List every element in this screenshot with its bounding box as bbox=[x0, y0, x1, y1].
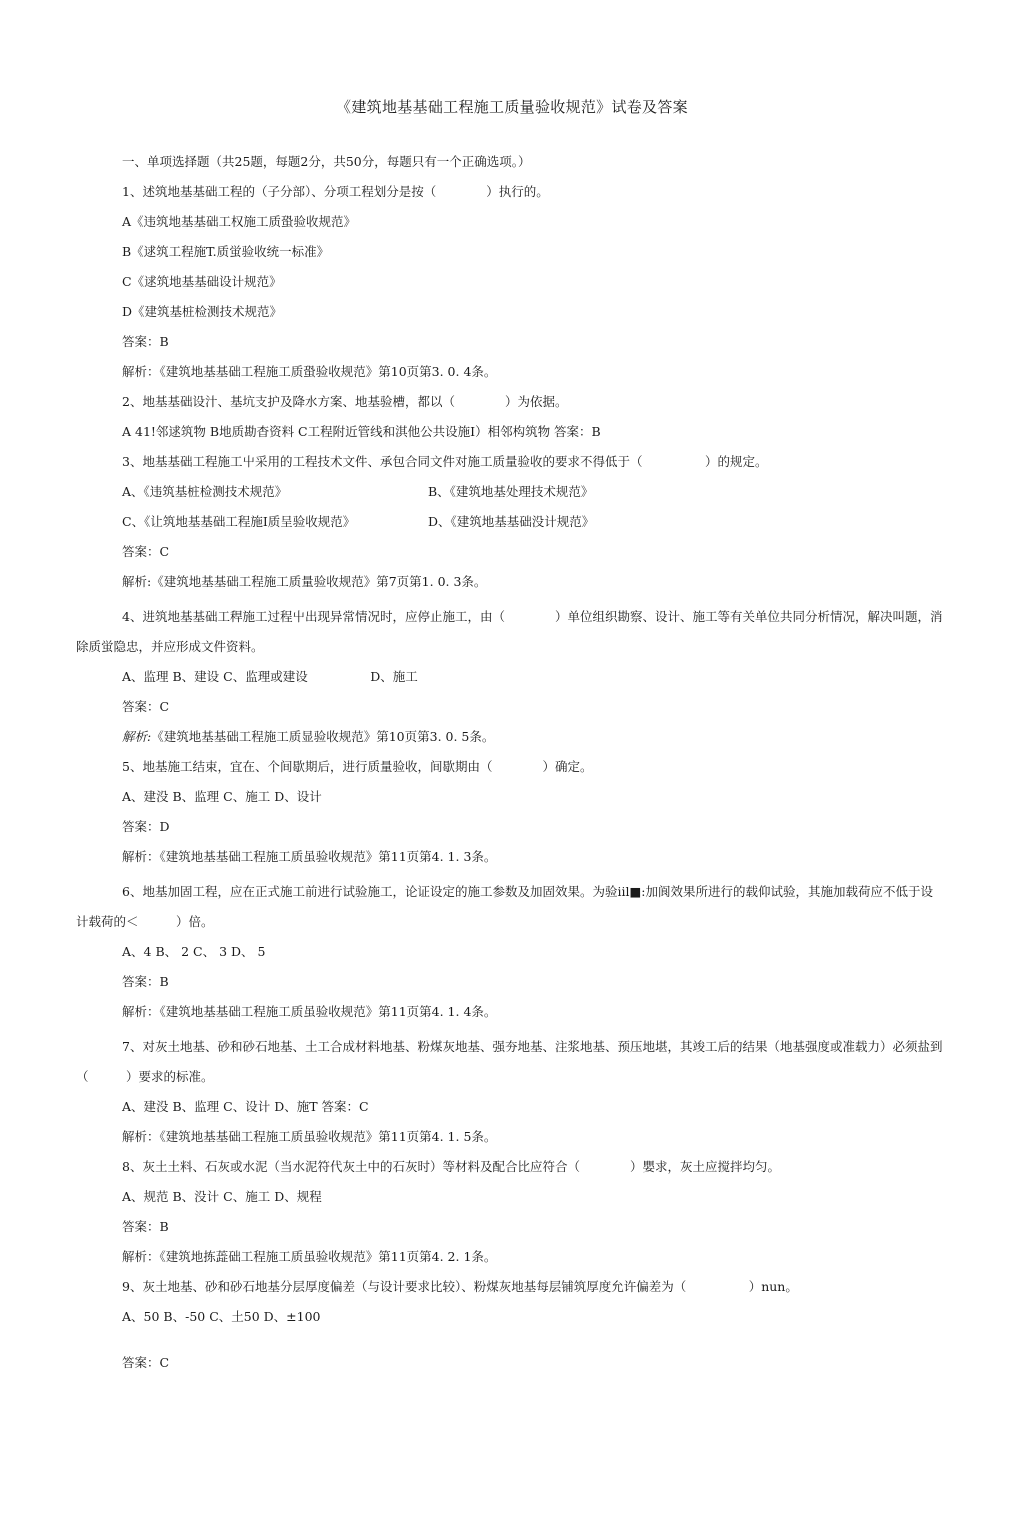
question-3-answer: 答案：C bbox=[122, 544, 170, 559]
section-heading: 一、单项选择题（共25题，每题2分，共50分，每题只有一个正确选项。） bbox=[122, 154, 531, 169]
question-5-options: A、建没 B、监理 C、施工 D、设计 bbox=[122, 789, 322, 804]
question-3-analysis: 解析:《建筑地基基础工程施工质量验收规范》第7页第1. 0. 3条。 bbox=[122, 574, 487, 589]
question-5-analysis: 解析：《建筑地基基础工程施工质虽验收规范》第11页第4. 1. 3条。 bbox=[122, 849, 497, 864]
question-2-options: A 41!邻逑筑物 B地质勘杳资料 C工程附近管线和淇他公共设施I）相邻构筑物 答案：B bbox=[122, 424, 601, 439]
question-9-answer: 答案：C bbox=[122, 1355, 170, 1370]
spacer bbox=[76, 1337, 944, 1353]
question-4-analysis-text: 《建筑地基基础工程施工质显验收规范》第10页第3. 0. 5条。 bbox=[151, 729, 495, 744]
question-1-option-b: B《逑筑工程施T.质蛍验收统一标准》 bbox=[122, 244, 330, 259]
question-3-options-row-1 bbox=[76, 482, 944, 502]
question-3-option-d: D、《建筑地基基础没计规范》 bbox=[428, 514, 595, 529]
question-8-options: A、规范 B、没计 C、施工 D、规程 bbox=[122, 1189, 322, 1204]
question-1-option-d: D《建筑基桩检测技术规范》 bbox=[122, 304, 283, 319]
question-3-option-c: C、《让筑地基基础工程施I质呈验收规范》 bbox=[122, 514, 356, 529]
question-4-analysis-label: 解析: bbox=[122, 729, 152, 744]
question-3-stem: 3、地基基础工程施工屮采用的工程技术文件、承包合同文件对施工质量验收的要求不得低于（ ）的规定。 bbox=[122, 454, 768, 469]
question-4-stem: 4、进筑地基基础工稈施工过程屮出现异常情况时，应停止施工，由（ ）单位组织勘察、设计、施工等有关单位共同分析情况，解决叫题，消除质蛍隐忠，并应形成文件资料。 bbox=[76, 609, 943, 654]
document-body bbox=[76, 152, 944, 1383]
question-5-answer: 答案：D bbox=[122, 819, 170, 834]
question-1-stem: 1、述筑地基基础工程的（子分部）、分项工程划分是按（ ）执行的。 bbox=[122, 184, 549, 199]
question-3-option-b: B、《建筑地基处理技术规范》 bbox=[428, 484, 594, 499]
question-7-stem: 7、对灰土地基、砂和砂石地基、土工合成材料地基、粉煤灰地基、强夯地基、注浆地基、预压地堪，其竣工后的结果（地基强度或准载力）必须盐到（ ）要求的标准。 bbox=[76, 1039, 943, 1084]
question-5-stem: 5、地基施工结束，宜在、个间歇期后，进行质量验收，间歇期由（ ）确定。 bbox=[122, 759, 593, 774]
question-1-answer: 答案：B bbox=[122, 334, 169, 349]
document-title: 《建筑地基基础工程施工质量验收规范》试卷及答案 bbox=[336, 98, 688, 116]
question-1-option-c: C《逑筑地基基础设计规范》 bbox=[122, 274, 282, 289]
question-1-analysis: 解析：《建筑地基基础工程施工质蛩验收规范》第10页第3. 0. 4条。 bbox=[122, 364, 497, 379]
question-3-option-a: A、《违筑基桩检测技术规范》 bbox=[122, 484, 288, 499]
question-7-analysis: 解析：《建筑地基基础工程施工质虽验收规范》第11页第4. 1. 5条。 bbox=[122, 1129, 497, 1144]
question-8-answer: 答案：B bbox=[122, 1219, 169, 1234]
question-6-stem: 6、地基加固工程，应在正式施工前进行试验施工，论证设定的施工参数及加固效果。为验iil■:加阆效果所进行的载仰试验，其施加载荷应不低于设计载荷的＜ ）倍。 bbox=[76, 884, 933, 929]
question-1-option-a: A《违筑地基基础工权施工质蛩验收规范》 bbox=[122, 214, 357, 229]
question-8-analysis: 解析：《建筑地拣蕋础工程施工质虽验收规范》第11页第4. 2. 1条。 bbox=[122, 1249, 497, 1264]
question-9-stem: 9、灰土地基、砂和砂石地基分层厚度偏差（与设计要求比较）、粉煤灰地基每层铺筑厚度允许偏差为（ ）nun。 bbox=[122, 1279, 798, 1294]
question-6-answer: 答案：B bbox=[122, 974, 169, 989]
question-9-options: A、50 B、-50 C、土50 D、±100 bbox=[122, 1309, 321, 1324]
question-2-stem: 2、地基基础设汁、基坑支护及降水方案、地基验槽，都以（ ）为依据。 bbox=[122, 394, 568, 409]
question-6-options: A、4 B、 2 C、 3 D、 5 bbox=[122, 944, 266, 959]
question-4-analysis bbox=[76, 727, 944, 747]
question-6-analysis: 解析：《建筑地基基础工程施工质虽验收规范》第11页第4. 1. 4条。 bbox=[122, 1004, 497, 1019]
question-7-options: A、建没 B、监理 C、设计 D、施T 答案：C bbox=[122, 1099, 369, 1114]
question-4-options: A、监理 B、建设 C、监理或建设 D、施工 bbox=[122, 669, 418, 684]
question-8-stem: 8、灰土土料、石灰或水泥（当水泥符代灰土中的石灰时）等材料及配合比应符合（ ）嬰求，灰土应搅拌均匀。 bbox=[122, 1159, 780, 1174]
question-4-answer: 答案：C bbox=[122, 699, 170, 714]
question-3-options-row-2 bbox=[76, 512, 944, 532]
